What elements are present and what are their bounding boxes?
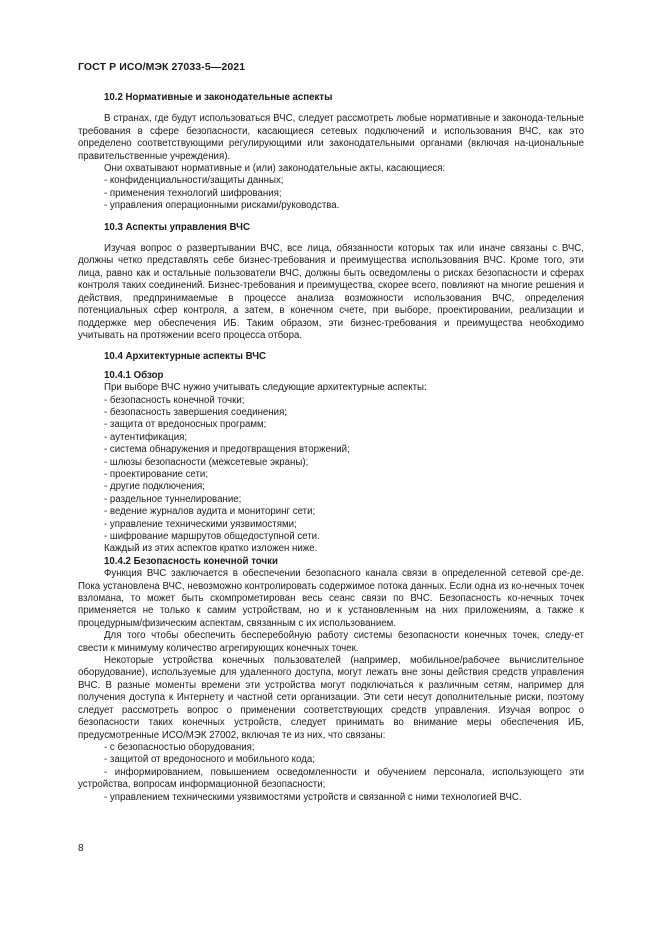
subsection-heading-10-4-2: 10.4.2 Безопасность конечной точки	[104, 555, 278, 567]
list-item: - защита от вредоносных программ;	[104, 419, 267, 431]
list-item: - аутентификация;	[104, 431, 188, 443]
paragraph: Они охватывают нормативные и (или) законодательные акты, касающиеся:	[104, 163, 446, 175]
paragraph: Каждый из этих аспектов кратко изложен ниже.	[104, 543, 318, 555]
list-item: - раздельное туннелирование;	[104, 493, 242, 505]
section-heading-10-2: 10.2 Нормативные и законодательные аспекты	[104, 92, 333, 103]
list-item: - управление техническими уязвимостями;	[104, 518, 297, 530]
paragraph: Некоторые устройства конечных пользователей (например, мобильное/рабочее вычислительное оборудование), используемые для удаленного доступа, могут лежать вне зоны действия средств управления ВЧС. В разные моменты времени эти устройства могут подключаться к различным сетям, например для получения доступа к Интернету и частной сети организации. Эти сети несут дополнительные риски, поэтому следует рассмотреть вопрос о применении соответствующих средств управления. Изучая вопрос о безопасности таких конечных устройств, следует принимать во внимание меры обеспечения ИБ, предусмотренные ИСО/МЭК 27002, включая те из них, что связаны:	[78, 655, 584, 741]
document-header: ГОСТ Р ИСО/МЭК 27033-5—2021	[78, 61, 246, 73]
list-item: - с безопасностью оборудования;	[104, 741, 255, 753]
list-item: - применения технологий шифрования;	[104, 187, 282, 199]
subsection-heading-10-4-1: 10.4.1 Обзор	[104, 369, 164, 381]
list-item: - безопасность конечной точки;	[104, 394, 245, 406]
list-item: - конфиденциальности/защиты данных;	[104, 175, 284, 187]
paragraph: Изучая вопрос о развертывании ВЧС, все лица, обязанности которых так или иначе связаны с ВЧС, должны четко представлять себе бизнес-требования и преимущества использования ВЧС. Кроме того, эти лица, равно как и остальные пользователи ВЧС, должны быть осведомлены о рисках безопасности и сферах контроля таких соединений. Бизнес-требования и преимущества, скорее всего, повлияют на многие решения и действия, предпринимаемые в процессе анализа возможности использования ВЧС, определения потенциальных сфер контроля, а затем, в конечном счете, при выборе, проектировании, реализации и поддержке мер обеспечения ИБ. Таким образом, эти бизнес-требования и преимущества необходимо учитывать на протяжении всего процесса отбора.	[78, 243, 584, 341]
list-item: - шлюзы безопасности (межсетевые экраны);	[104, 456, 309, 468]
document-body	[78, 92, 584, 804]
list-item: - информированием, повышением осведомленности и обучением персонала, использующего эти устройства, вопросам информационной безопасности;	[78, 766, 584, 791]
list-item: - ведение журналов аудита и мониторинг сети;	[104, 506, 316, 518]
paragraph: Для того чтобы обеспечить бесперебойную работу системы безопасности конечных точек, следу-ет свести к минимуму количество агрегирующих конечных точек.	[78, 630, 584, 654]
page-number: 8	[78, 843, 84, 854]
section-heading-10-4: 10.4 Архитектурные аспекты ВЧС	[104, 351, 267, 363]
list-item: - шифрование маршрутов общедоступной сети.	[104, 531, 320, 542]
list-item: - система обнаружения и предотвращения вторжений;	[104, 444, 350, 456]
list-item: - управлением техническими уязвимостями устройств и связанной с ними технологией ВЧС.	[104, 791, 522, 803]
paragraph: В странах, где будут использоваться ВЧС, следует рассмотреть любые нормативные и законода-тельные требования в сфере безопасности, касающиеся сетевых подключений и использования ВЧС, как это определено соответствующими регулирующими или законодательными органами (включая на-циональные правительственные учреждения).	[78, 113, 584, 162]
list-item: - управления операционными рисками/руководства.	[104, 200, 340, 212]
paragraph: Функция ВЧС заключается в обеспечении безопасного канала связи в определенной сетевой сре-де. Пока установлена ВЧС, невозможно контролировать содержимое потока данных. Если одна из ко-нечных точек взломана, то может быть скомпрометирован весь сеанс связи по ВЧС. Безопасность ко-нечных точек применяется не только к самим устройствам, но и к установленным на них приложениям, а также к процедурным/физическим аспектам, связанным с их использованием.	[78, 568, 584, 629]
list-item: - проектирование сети;	[104, 468, 209, 480]
section-heading-10-3: 10.3 Аспекты управления ВЧС	[104, 221, 250, 233]
list-item: - безопасность завершения соединения;	[104, 406, 288, 418]
list-item: - защитой от вредоносного и мобильного кода;	[104, 754, 315, 766]
list-item: - другие подключения;	[104, 481, 205, 493]
paragraph: При выборе ВЧС нужно учитывать следующие архитектурные аспекты:	[104, 382, 427, 394]
